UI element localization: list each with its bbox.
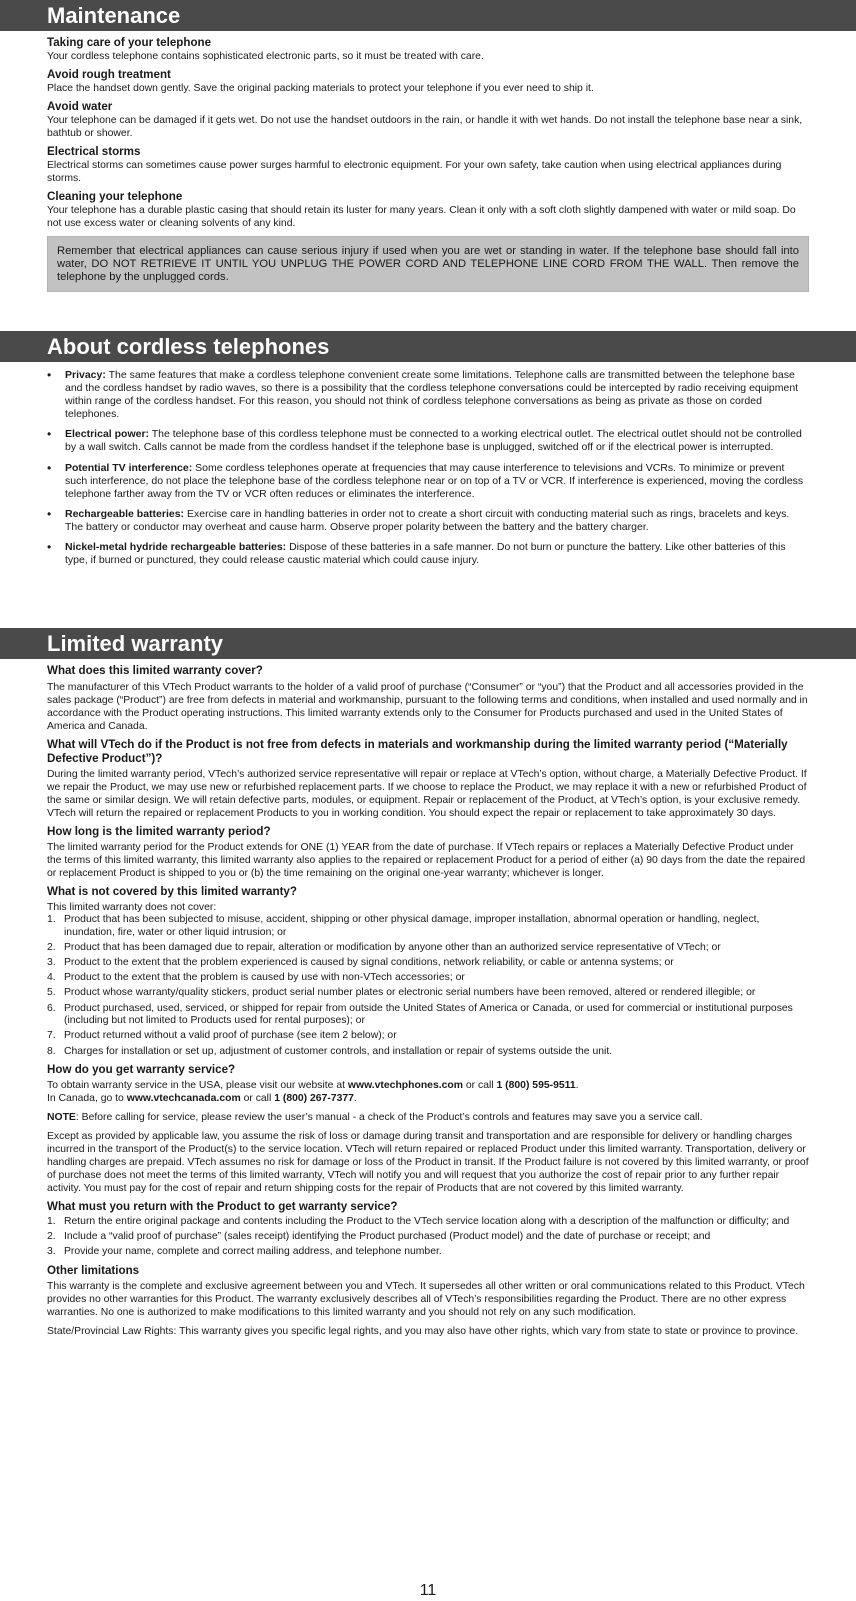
maintenance-item [47, 145, 809, 185]
answer-text: The manufacturer of this VTech Product warrants to the holder of a valid proof of purchase (“Consumer” or “you”) that the Product and all accessories provided in the sales package (“Product”) are free from defects in material and workmanship, pursuant to the following terms and conditions, when installed and used normally and in accordance with the Product operating instructions. This limited warranty extends only to the Consumer for Products purchased and used in the United States of America and Canada. [47, 682, 808, 732]
item-text: Return the entire original package and contents including the Product to the VTech service location along with a description of the malfunction or difficulty; and [64, 1216, 790, 1228]
list-item [47, 987, 809, 1000]
maintenance-item [47, 190, 809, 230]
bullet-label: Rechargeable batteries: [65, 507, 185, 520]
item-text: Product purchased, used, serviced, or shipped for repair from outside the United States of America or Canada, or used for commercial or institutional purposes (including but not limited to Products used for rental purposes); or [64, 1002, 793, 1027]
item-text: Product that has been damaged due to repair, alteration or modification by anyone other than an authorized service representative of VTech; or [64, 941, 721, 953]
bullet-label: Privacy: [65, 369, 106, 381]
about-list [47, 369, 809, 567]
question-heading: What does this limited warranty cover? [47, 664, 263, 677]
list-item [47, 972, 809, 985]
bullet-text: Exercise care in handling batteries in order not to create a short circuit with conducting material such as rings, bracelets and keys. The battery or conductor may overheat and cause harm. Observe proper polarity between the battery and the battery charger. [65, 507, 790, 533]
bullet-label: Potential TV interference: [65, 461, 193, 474]
item-heading: Electrical storms [47, 145, 141, 158]
question-heading: What must you return with the Product to get warranty service? [47, 1200, 398, 1214]
usa-mid: or call [463, 1080, 497, 1092]
ca-prefix: In Canada, go to [47, 1093, 127, 1105]
question-heading: What is not covered by this limited warranty? [47, 885, 297, 898]
service-canada [47, 1092, 809, 1105]
not-covered-list [47, 914, 809, 1058]
item-text: Product returned without a valid proof of purchase (see item 2 below); or [64, 1030, 397, 1042]
question-heading: How do you get warranty service? [47, 1063, 236, 1077]
item-heading: Avoid water [47, 100, 113, 113]
bullet-label: Electrical power: [65, 428, 150, 441]
about-section [47, 369, 809, 574]
bullet-text: The same features that make a cordless telephone convenient create some limitations. Telephone calls are transmitted between the telephone base and the cordless handset by radio waves, so there is a possibility that the cordless telephone conversations could be intercepted by radio receiving equipment within range of the cordless handset. For this reason, you should not think of cordless telephone conversations as being as private as those on corded telephones. [65, 369, 799, 420]
item-text: Electrical storms can sometimes cause power surges harmful to electronic equipment. For your own safety, take caution when using electrical appliances during storms. [47, 160, 782, 184]
usa-website-link[interactable]: www.vtechphones.com [347, 1080, 463, 1092]
service-note [47, 1111, 809, 1124]
ca-end: . [353, 1093, 357, 1105]
usa-phone: 1 (800) 595-9511 [496, 1080, 576, 1092]
list-item [47, 1046, 809, 1059]
item-text: Place the handset down gently. Save the original packing materials to protect your telephone if you ever need to ship it. [47, 83, 594, 94]
state-law-rights: State/Provincial Law Rights: This warranty gives you specific legal rights, and you may also have other rights, which vary from state to state or province to province. [47, 1326, 799, 1338]
item-number: 7. [47, 1030, 56, 1042]
question-heading: How long is the limited warranty period? [47, 825, 271, 838]
item-text: Product that has been subjected to misuse, accident, shipping or other physical damage, improper installation, abnormal operation or handling, neglect, inundation, fire, water or other liquid intrusion; or [64, 914, 760, 938]
item-heading: Cleaning your telephone [47, 190, 183, 203]
item-text: Your telephone has a durable plastic casing that should retain its luster for many years. Clean it only with a soft cloth slightly dampened with water or mild soap. Do not use excess water or cleaning solvents of any kind. [47, 205, 796, 229]
answer-intro: This limited warranty does not cover: [47, 902, 217, 913]
list-item [47, 1231, 809, 1244]
item-text: Product to the extent that the problem experienced is caused by signal conditions, network reliability, or cable or antenna systems; or [64, 956, 674, 968]
bullet-text: Dispose of these batteries in a safe manner. Do not burn or puncture the battery. Like other batteries of this type, if burned or punctured, they could release caustic material which could cause injury. [65, 541, 786, 567]
maintenance-section [47, 36, 809, 292]
item-number: 2. [47, 1231, 56, 1243]
list-item [47, 428, 809, 454]
note-text: : Before calling for service, please review the user’s manual - a check of the Product’s controls and features may save you a service call. [75, 1112, 703, 1124]
list-item [47, 462, 809, 501]
service-usa [47, 1079, 809, 1092]
item-heading: Avoid rough treatment [47, 68, 171, 81]
ca-phone: 1 (800) 267-7377 [274, 1093, 354, 1105]
safety-note: Remember that electrical appliances can cause serious injury if used when you are wet or standing in water. If the telephone base should fall into water, DO NOT RETRIEVE IT UNTIL YOU UNPLUG THE POWER CORD AND TELEPHONE LINE CORD FROM THE WALL. Then remove the telephone by the unplugged cords. [47, 236, 809, 292]
list-item [47, 1216, 809, 1229]
item-number: 3. [47, 956, 56, 968]
note-label: NOTE [47, 1112, 76, 1124]
item-text: Product to the extent that the problem is caused by use with non-VTech accessories; or [64, 972, 465, 984]
answer-text: During the limited warranty period, VTech’s authorized service representative will repair or replace at VTech’s option, without charge, a Materially Defective Product. If we repair the Product, we may use new or refurbished replacement parts. If we choose to replace the Product, we may replace it with a new or refurbished Product of the same or similar design. We will retain defective parts, modules, or equipment. Repair or replacement of the Product, at VTech’s option, is your exclusive remedy. VTech will return the repaired or replacement Products to you in working condition. You should expect the repair or replacement to take approximately 30 days. [47, 769, 807, 819]
item-number: 1. [47, 1216, 56, 1228]
usa-prefix: To obtain warranty service in the USA, please visit our website at [47, 1080, 348, 1092]
item-number: 8. [47, 1045, 56, 1057]
list-item [47, 541, 809, 567]
list-item [47, 369, 809, 421]
item-text: Product whose warranty/quality stickers, product serial number plates or electronic serial numbers have been removed, altered or rendered illegible; or [64, 987, 756, 999]
item-heading: Taking care of your telephone [47, 36, 212, 49]
item-number: 1. [47, 914, 56, 925]
about-heading: About cordless telephones [0, 331, 856, 362]
maintenance-item [47, 100, 809, 140]
ca-website-link[interactable]: www.vtechcanada.com [126, 1093, 241, 1105]
usa-end: . [575, 1080, 579, 1092]
item-text: Your cordless telephone contains sophisticated electronic parts, so it must be treated with care. [47, 51, 484, 62]
return-list [47, 1216, 809, 1259]
question-heading: Other limitations [47, 1264, 140, 1278]
item-text: Charges for installation or set up, adjustment of customer controls, and installation or repair of systems outside the unit. [64, 1045, 613, 1057]
item-number: 2. [47, 941, 56, 953]
maintenance-heading: Maintenance [0, 0, 856, 31]
item-number: 6. [47, 1002, 56, 1014]
bullet-text: The telephone base of this cordless telephone must be connected to a working electrical outlet. The electrical outlet should not be controlled by a wall switch. Calls cannot be made from the cordless handset if the telephone base is unplugged, switched off or if the electrical power is interrupted. [65, 428, 802, 454]
item-text: Include a “valid proof of purchase” (sales receipt) identifying the Product purchased (Product model) and the date of purchase or receipt; and [64, 1231, 711, 1243]
item-text: Your telephone can be damaged if it gets wet. Do not use the handset outdoors in the rain, or handle it with wet hands. Do not install the telephone base near a sink, bathtub or shower. [47, 115, 803, 139]
answer-text: The limited warranty period for the Product extends for ONE (1) YEAR from the date of purchase. If VTech repairs or replaces a Materially Defective Product under the terms of this limited warranty, this limited warranty also applies to the repaired or replacement Product for a period of either (a) 90 days from the date the repaired or replacement Product is shipped to you or (b) the time remaining on the original one-year warranty; whichever is longer. [47, 842, 806, 879]
list-item [47, 1246, 809, 1259]
item-number: 4. [47, 972, 56, 984]
transport-terms: Except as provided by applicable law, you assume the risk of loss or damage during transit and transportation and are responsible for delivery or handling charges incurred in the transport of the Product(s) to the service location. VTech will return repaired or replaced Product under this limited warranty. Transportation, delivery or handling charges are prepaid. VTech assumes no risk for damage or loss of the Product in transit. If the Product failure is not covered by this limited warranty, or proof of purchase does not meet the terms of this limited warranty, VTech will notify you and will request that you authorize the cost of repair prior to any further repair activity. You must pay for the cost of repair and return shipping costs for the repair of Products that are not covered by this limited warranty. [47, 1131, 809, 1195]
bullet-text: Some cordless telephones operate at frequencies that may cause interference to televisions and VCRs. To minimize or prevent such interference, do not place the telephone base of the cordless telephone near or on top of a TV or VCR. If interference is experienced, moving the cordless telephone farther away from the TV or VCR often reduces or eliminates the interference. [65, 461, 804, 500]
answer-text: This warranty is the complete and exclusive agreement between you and VTech. It supersedes all other written or oral communications related to this Product. VTech provides no other warranties for this Product. The warranty exclusively describes all of VTech’s responsibilities regarding the Product. There are no other express warranties. No one is authorized to make modifications to this limited warranty and you should not rely on any such modification. [47, 1281, 805, 1319]
list-item [47, 942, 809, 955]
list-item [47, 1030, 809, 1043]
warranty-heading: Limited warranty [0, 628, 856, 659]
list-item [47, 957, 809, 970]
item-number: 5. [47, 987, 56, 999]
item-text: Provide your name, complete and correct mailing address, and telephone number. [64, 1246, 442, 1258]
warranty-section [47, 664, 809, 1338]
list-item [47, 1003, 809, 1028]
maintenance-item [47, 36, 809, 63]
list-item [47, 914, 809, 939]
maintenance-item [47, 68, 809, 95]
question-heading: What will VTech do if the Product is not free from defects in materials and workmanship during the limited warranty period (“Materially Defective Product”)? [47, 738, 788, 765]
ca-mid: or call [240, 1093, 275, 1105]
page-number: 11 [419, 1582, 437, 1599]
bullet-label: Nickel-metal hydride rechargeable batteries: [65, 541, 287, 554]
item-number: 3. [47, 1246, 56, 1258]
list-item [47, 508, 809, 534]
